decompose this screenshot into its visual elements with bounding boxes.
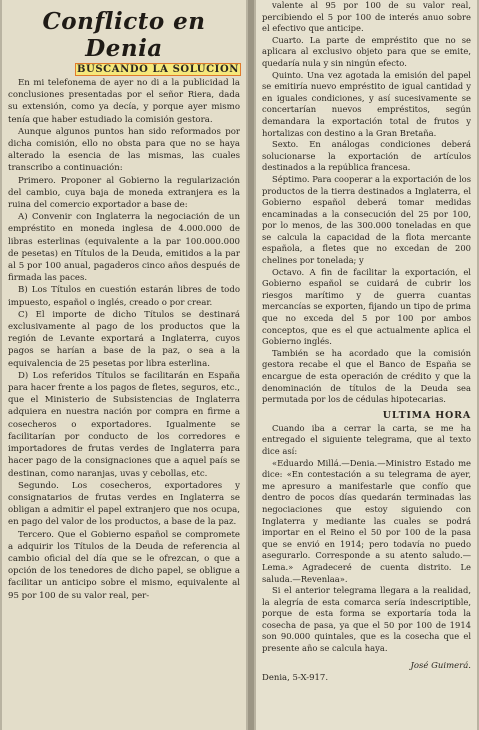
left-paragraph: A) Convenir con Inglaterra la negociación de un empréstito en moneda inglesa de 4.000.000 de libras esterlinas (equivalente a la par 100.000.000 de pesetas) en Títulos de la Deuda, emitidos a la par al 5 por 100 anual, pagaderos cinco años después de firmada las paces.: [8, 212, 240, 284]
right-paragraph: Quinto. Una vez agotada la emisión del papel se emitiría nuevo empréstito de igual cantidad y en iguales condiciones, y así sucesivamente se concertarían nuevos empréstitos, según demandara la exportación total de frutos y hortalizas con destino a la Gran Bretaña.: [262, 69, 471, 138]
left-body: [8, 77, 240, 602]
left-paragraph: Aunque algunos puntos han sido reformados por dicha comisión, ello no obsta para que no se haya alterado la esencia de las mismas, las cuales transcribo a continuación:: [8, 126, 240, 174]
left-paragraph: Primero. Proponer al Gobierno la regularización del cambio, cuya baja de moneda extranjera es la ruina del comercio exportador a base de:: [8, 175, 240, 211]
left-paragraph: D) Los referidos Títulos se facilitarán en España para hacer frente a los pagos de fletes, seguros, etc., que el Ministerio de Subsistencias de Inglaterra adquiera en nuestra nación por compra en firme a cosecheros o exportadores. Igualmente se facilitarían por conducto de los corredores e importadores de frutas verdes de Inglaterra para hacer pago de la consignaciones que a aquel país se destinan, como naranjas, uvas y cebollas, etc.: [8, 370, 240, 479]
left-paragraph: B) Los Títulos en cuestión estarán libres de todo impuesto, español o inglés, creado o por crear.: [8, 285, 240, 308]
article-title: Conflicto en Denia: [42, 8, 206, 62]
highlighted-subtitle: BUSCANDO LA SOLUCION: [76, 64, 239, 75]
section2-body: [262, 423, 471, 655]
section-heading: ULTIMA HORA: [382, 409, 471, 421]
article-subtitle: [8, 64, 240, 75]
left-paragraph: C) El importe de dicho Títulos se destinará exclusivamente al pago de los productos que la región de Levante exportará a Inglaterra, cuyos pagos se harían a base de la paz, o sea a la equivalencia de 25 pesetas por libra esterlina.: [8, 309, 240, 369]
right-paragraph: valente al 95 por 100 de su valor real, percibiendo el 5 por 100 de interés anuo sobre el efectivo que anticipe.: [262, 0, 471, 34]
left-paragraph: Tercero. Que el Gobierno español se compromete a adquirir los Títulos de la Deuda de referencia al cambio oficial del día que se le ofrezcan, o que a opción de los tenedores de dicho papel, se obligue a facilitar un anticipo sobre el mismo, equivalente al 95 por 100 de su valor real, per-: [8, 529, 240, 601]
signature: José Guimerá.: [410, 660, 471, 671]
dateline: Denia, 5-X-917.: [262, 672, 329, 683]
right-paragraph: Cuarto. La parte de empréstito que no se aplicara al exclusivo objeto para que se emite, quedaría nula y sin ningún efecto.: [262, 34, 471, 68]
left-paragraph: Segundo. Los cosecheros, exportadores y consignatarios de frutas verdes en Inglaterra se obligan a admitir el papel extranjero que nos ocupa, en pago del valor de los productos, a base de la paz.: [8, 480, 240, 528]
section2-paragraph: Cuando iba a cerrar la carta, se me ha entregado el siguiente telegrama, que al texto dice así:: [262, 422, 471, 456]
left-paragraph: En mi telefonema de ayer no di a la publicidad la conclusiones presentadas por el señor Riera, dada su extensión, como ya decía, y porque ayer mismo tenía que haber estudiado la comisión gestora.: [8, 78, 240, 125]
right-column: [256, 0, 477, 730]
right-paragraph: También se ha acordado que la comisión gestora recabe el que el Banco de España se encargue de esta operación de crédito y que la denominación de títulos de la Deuda sea permutada por los de cédulas hipotecarias.: [262, 347, 471, 405]
section2-paragraph: Si el anterior telegrama llegara a la realidad, la alegría de esta comarca sería indescriptible, porque de esta forma se exportaría toda la cosecha de pasa, ya que el 50 por 100 de 1914 son 90.000 quintales, que es la cosecha que el presente año se calcula haya.: [262, 585, 471, 654]
right-paragraph: Sexto. En análogas condiciones deberá solucionarse la exportación de artículos destinados a la república francesa.: [262, 139, 471, 173]
left-column: [2, 0, 246, 730]
right-paragraph: Séptimo. Para cooperar a la exportación de los productos de la tierra destinados a Inglaterra, el Gobierno español deberá tomar medidas encaminadas a la consecución del 25 por 100, por lo menos, de las 300.000 toneladas en que se calcula la capacidad de la flota mercante española, a fletes que no excedan de 200 chelines por tonelada; y: [262, 173, 471, 266]
right-paragraph: Octavo. A fin de facilitar la exportación, el Gobierno español se cuidará de cubrir los riesgos marítimo y de guerra cuantas mercancías se exporten, fijando un tipo de prima que no exceda del 5 por 100 por ambos conceptos, que es el que actualmente aplica el Gobierno inglés.: [262, 266, 471, 347]
section2-paragraph: «Eduardo Millá.—Denia.—Ministro Estado me dice: «En contestación a su telegrama de ayer, me apresuro a manifestarle que confío que dentro de pocos días quedarán terminadas las negociaciones que estoy siguiendo con Inglaterra y mediante las cuales se podrá importar en el Reino el 50 por 100 de la pasa que se envió en 1914; pero todavía no puedo asegurarlo. Corresponde a su atento saludo.—Lema.» Agradeceré de cuenta distrito. Le saluda.—Revenlaa».: [262, 457, 471, 584]
right-body: [262, 0, 471, 406]
column-gutter: [248, 0, 254, 730]
